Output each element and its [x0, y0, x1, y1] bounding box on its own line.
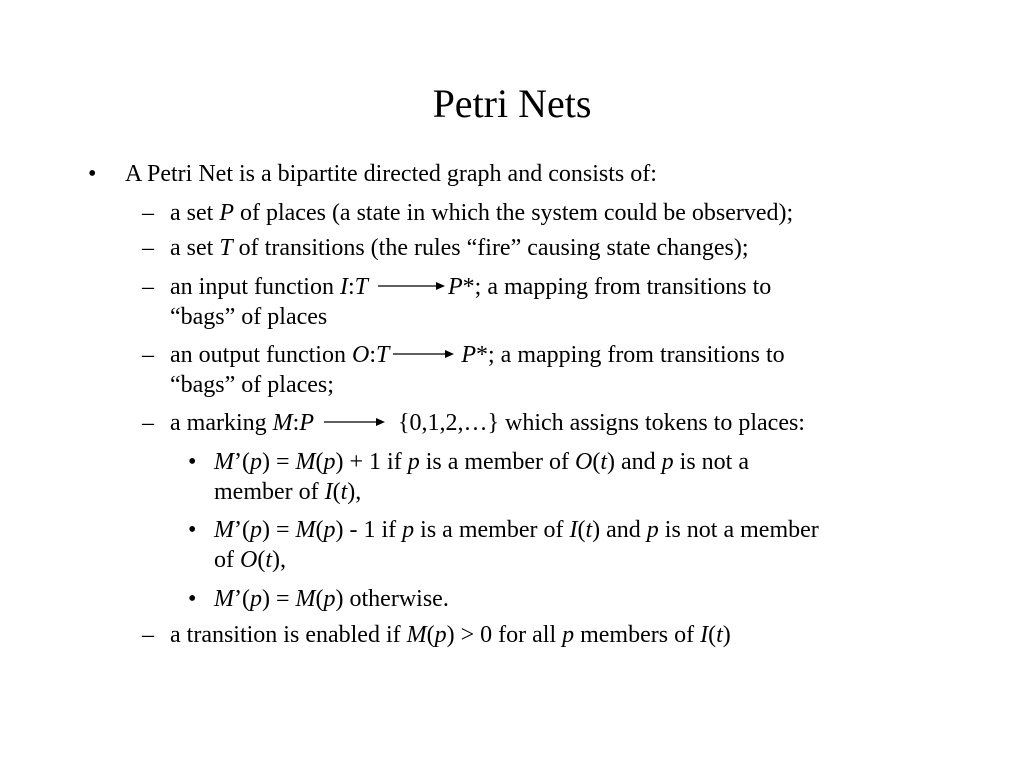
- marking-rule-plus: M’(p) = M(p) + 1 if p is a member of O(t) and p is not a: [214, 449, 749, 475]
- marking-rule-otherwise: M’(p) = M(p) otherwise.: [214, 586, 449, 612]
- bullet-marker: •: [88, 161, 97, 187]
- marking-rule-plus-cont: member of I(t),: [214, 479, 362, 505]
- arrow-icon: [378, 281, 446, 291]
- item-transitions: a set T of transitions (the rules “fire” causing state changes);: [170, 235, 749, 261]
- slide-title: Petri Nets: [432, 81, 592, 126]
- marking-rule-minus-cont: of O(t),: [214, 547, 287, 573]
- marking-rule-minus: M’(p) = M(p) - 1 if p is a member of I(t) and p is not a member: [214, 517, 819, 543]
- item-output-function: an output function O:T P*; a mapping from transitions to: [170, 342, 785, 368]
- dash-marker: –: [142, 342, 154, 368]
- sub-bullet-marker: •: [188, 449, 197, 475]
- dash-marker: –: [142, 622, 154, 648]
- item-input-function: an input function I:T P*; a mapping from transitions to: [170, 274, 772, 300]
- dash-marker: –: [142, 410, 154, 436]
- item-enabled: a transition is enabled if M(p) > 0 for all p members of I(t): [170, 622, 731, 648]
- item-places: a set P of places (a state in which the system could be observed);: [170, 200, 794, 226]
- sub-bullet-marker: •: [188, 517, 197, 543]
- arrow-icon: [393, 349, 455, 359]
- item-input-function-cont: “bags” of places: [170, 304, 328, 330]
- intro-text: A Petri Net is a bipartite directed graph and consists of:: [125, 161, 657, 187]
- dash-marker: –: [142, 235, 154, 261]
- item-marking: a marking M:P {0,1,2,…} which assigns tokens to places:: [170, 410, 805, 436]
- arrow-icon: [324, 417, 386, 427]
- sub-bullet-marker: •: [188, 586, 197, 612]
- dash-marker: –: [142, 274, 154, 300]
- dash-marker: –: [142, 200, 154, 226]
- item-output-function-cont: “bags” of places;: [170, 372, 334, 398]
